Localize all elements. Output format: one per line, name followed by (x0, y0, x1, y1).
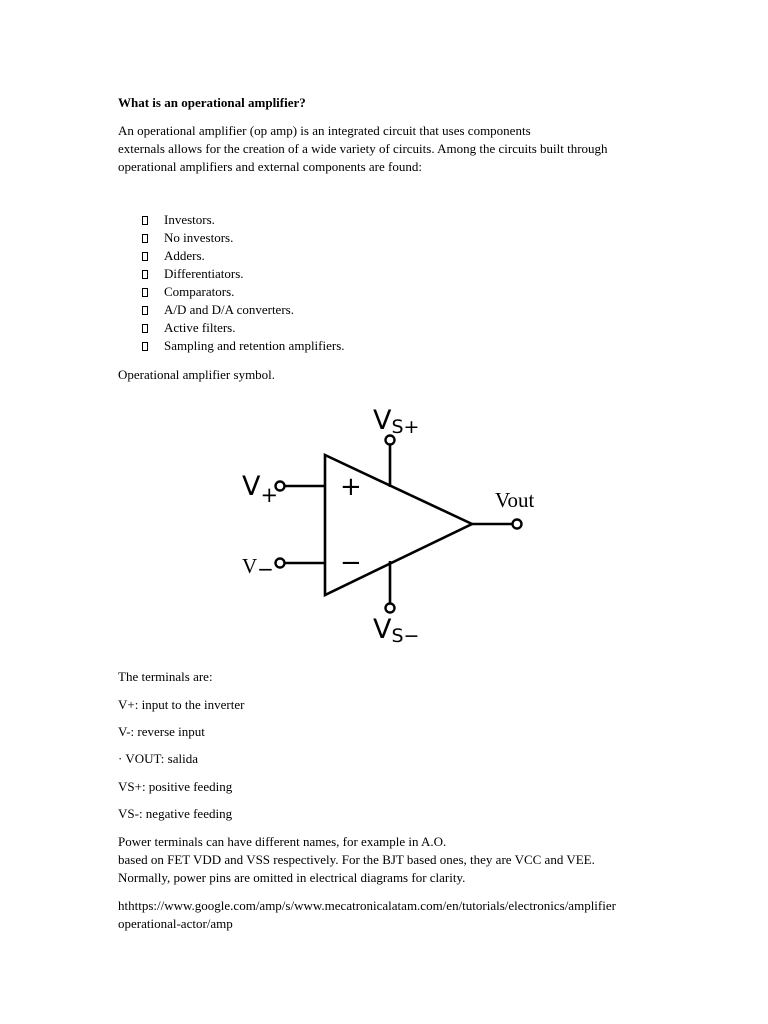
terminal-item: VS+: positive feeding (118, 779, 233, 794)
list-item-label: Active filters. (164, 320, 236, 335)
vs-minus-label: VS− (373, 614, 420, 647)
source-url (118, 897, 678, 933)
symbol-caption: Operational amplifier symbol. (118, 367, 276, 382)
list-item (140, 319, 345, 337)
list-item-label: Investors. (164, 212, 215, 227)
terminals-intro: The terminals are: (118, 669, 213, 684)
v-minus-label: V− (242, 554, 274, 581)
intro-line: operational amplifiers and external components are found: (118, 159, 422, 174)
bullet-box-icon (142, 216, 148, 225)
intro-line: externals allows for the creation of a wide variety of circuits. Among the circuits built through (118, 141, 608, 156)
vout-label: Vout (495, 488, 535, 512)
vs-minus-terminal (386, 604, 395, 613)
bullet-box-icon (142, 288, 148, 297)
list-item (140, 211, 345, 229)
list-item (140, 229, 345, 247)
source-url-line: operational-actor/amp (118, 916, 233, 931)
list-item-label: Differentiators. (164, 266, 244, 281)
vs-plus-label: VS+ (373, 405, 420, 438)
v-minus-terminal (276, 559, 285, 568)
list-item-label: Sampling and retention amplifiers. (164, 338, 345, 353)
op-amp-diagram (230, 395, 560, 655)
source-url-line: hthttps://www.google.com/amp/s/www.mecatronicalatam.com/en/tutorials/electronics/amplifier (118, 898, 616, 913)
terminal-item: VS-: negative feeding (118, 806, 233, 821)
list-item-label: A/D and D/A converters. (164, 302, 294, 317)
terminal-item: · VOUT: salida (118, 751, 198, 766)
list-item (140, 265, 345, 283)
list-item (140, 337, 345, 355)
circuit-list (140, 211, 345, 355)
page-title: What is an operational amplifier? (118, 95, 306, 110)
bullet-box-icon (142, 252, 148, 261)
terminal-item: V+: input to the inverter (118, 697, 245, 712)
power-paragraph (118, 833, 678, 887)
minus-sign: − (340, 548, 362, 578)
intro-line: An operational amplifier (op amp) is an integrated circuit that uses components (118, 123, 531, 138)
list-item (140, 301, 345, 319)
vout-terminal (513, 520, 522, 529)
bullet-box-icon (142, 324, 148, 333)
terminal-item: V-: reverse input (118, 724, 205, 739)
bullet-box-icon (142, 306, 148, 315)
list-item-label: Comparators. (164, 284, 235, 299)
list-item (140, 247, 345, 265)
bullet-box-icon (142, 234, 148, 243)
plus-sign: + (340, 472, 362, 502)
v-plus-label: $V_+$ (242, 471, 279, 507)
power-line: Normally, power pins are omitted in electrical diagrams for clarity. (118, 870, 466, 885)
bullet-box-icon (142, 342, 148, 351)
power-line: based on FET VDD and VSS respectively. For the BJT based ones, they are VCC and VEE. (118, 852, 595, 867)
list-item-label: No investors. (164, 230, 234, 245)
list-item-label: Adders. (164, 248, 205, 263)
bullet-box-icon (142, 270, 148, 279)
intro-paragraph (118, 122, 678, 176)
power-line: Power terminals can have different names, for example in A.O. (118, 834, 447, 849)
list-item (140, 283, 345, 301)
